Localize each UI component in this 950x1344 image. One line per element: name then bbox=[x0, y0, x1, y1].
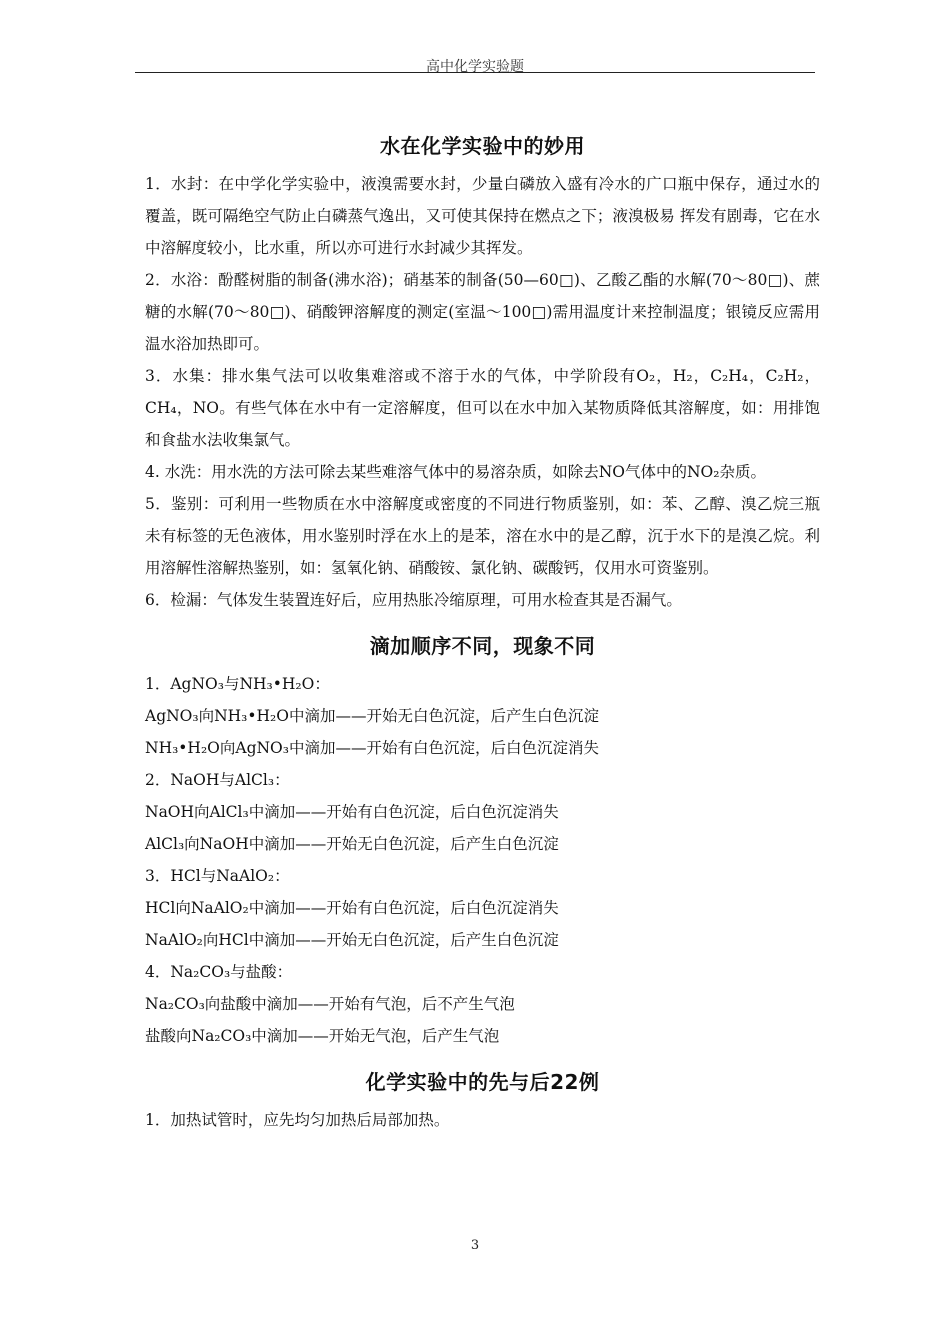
document-body bbox=[145, 124, 820, 1136]
page-header: 高中化学实验题 bbox=[426, 59, 524, 75]
list-line: Na₂CO₃向盐酸中滴加——开始有气泡，后不产生气泡 bbox=[145, 995, 515, 1013]
list-line: NaOH向AlCl₃中滴加——开始有白色沉淀，后白色沉淀消失 bbox=[145, 803, 559, 821]
section-title-water-uses: 水在化学实验中的妙用 bbox=[380, 134, 585, 158]
list-line: 盐酸向Na₂CO₃中滴加——开始无气泡，后产生气泡 bbox=[145, 1027, 500, 1045]
section-title-drop-order: 滴加顺序不同，现象不同 bbox=[369, 634, 596, 658]
page-number: 3 bbox=[470, 1238, 480, 1253]
list-line: 3．HCl与NaAlO₂： bbox=[145, 867, 290, 885]
paragraph: 3．水集：排水集气法可以收集难溶或不溶于水的气体，中学阶段有O₂，H₂，C₂H₄，C₂H₂，CH₄，NO。有些气体在水中有一定溶解度，但可以在水中加入某物质降低其溶解度，如：用排饱和食盐水法收集氯气。 bbox=[145, 367, 820, 449]
paragraph: 4. 水洗：用水洗的方法可除去某些难溶气体中的易溶杂质，如除去NO气体中的NO₂杂质。 bbox=[145, 463, 766, 481]
list-line: 1．AgNO₃与NH₃•H₂O： bbox=[145, 675, 330, 693]
list-line: AlCl₃向NaOH中滴加——开始无白色沉淀，后产生白色沉淀 bbox=[145, 835, 559, 853]
section-title-order-of-operations: 化学实验中的先与后22例 bbox=[365, 1070, 600, 1094]
section-order-of-operations bbox=[145, 1104, 820, 1136]
paragraph: 6．检漏：气体发生装置连好后，应用热胀冷缩原理，可用水检查其是否漏气。 bbox=[145, 591, 682, 609]
list-line: AgNO₃向NH₃•H₂O中滴加——开始无白色沉淀，后产生白色沉淀 bbox=[145, 707, 599, 725]
paragraph: 1．水封：在中学化学实验中，液溴需要水封，少量白磷放入盛有冷水的广口瓶中保存，通过水的覆盖，既可隔绝空气防止白磷蒸气逸出，又可使其保持在燃点之下；液溴极易 挥发有剧毒，它在水中溶解度较小，比水重，所以亦可进行水封减少其挥发。 bbox=[145, 175, 820, 257]
list-line: 1．加热试管时，应先均匀加热后局部加热。 bbox=[145, 1111, 450, 1129]
section-drop-order bbox=[145, 668, 820, 1052]
list-line: NaAlO₂向HCl中滴加——开始无白色沉淀，后产生白色沉淀 bbox=[145, 931, 559, 949]
list-line: 2．NaOH与AlCl₃： bbox=[145, 771, 290, 789]
header-rule bbox=[135, 72, 815, 73]
paragraph: 5．鉴别：可利用一些物质在水中溶解度或密度的不同进行物质鉴别，如：苯、乙醇、溴乙烷三瓶未有标签的无色液体，用水鉴别时浮在水上的是苯，溶在水中的是乙醇，沉于水下的是溴乙烷。利用溶解性溶解热鉴别，如：氢氧化钠、硝酸铵、氯化钠、碳酸钙，仅用水可资鉴别。 bbox=[145, 495, 820, 577]
section-water-uses bbox=[145, 168, 820, 616]
paragraph: 2．水浴：酚醛树脂的制备(沸水浴)；硝基苯的制备(50—60□)、乙酸乙酯的水解(70～80□)、蔗糖的水解(70～80□)、硝酸钾溶解度的测定(室温～100□)需用温度计来控制温度；银镜反应需用温水浴加热即可。 bbox=[145, 271, 820, 353]
list-line: 4．Na₂CO₃与盐酸： bbox=[145, 963, 293, 981]
list-line: HCl向NaAlO₂中滴加——开始有白色沉淀，后白色沉淀消失 bbox=[145, 899, 559, 917]
list-line: NH₃•H₂O向AgNO₃中滴加——开始有白色沉淀，后白色沉淀消失 bbox=[145, 739, 599, 757]
